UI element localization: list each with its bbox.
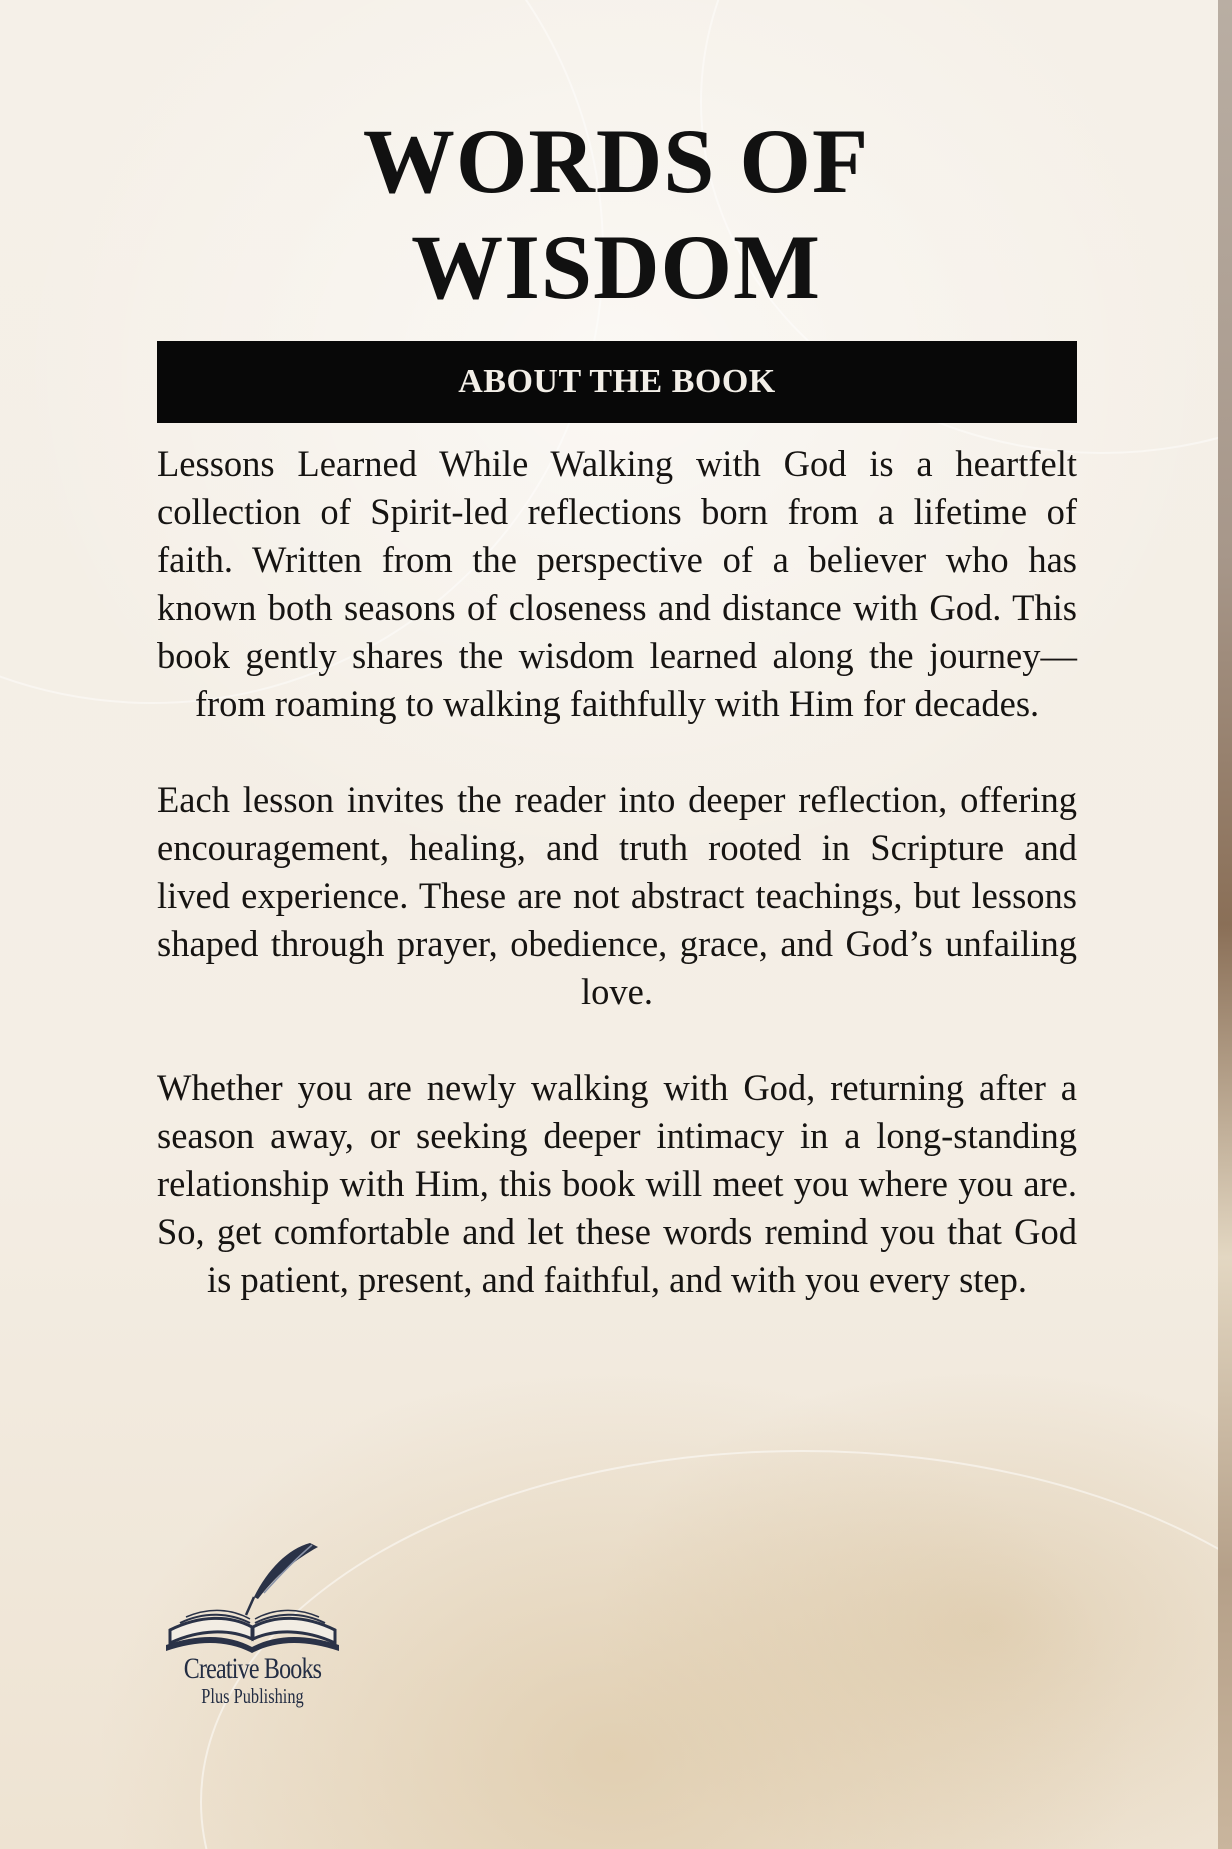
background-swirl (200, 1450, 1232, 1849)
book-title (0, 108, 1232, 320)
description-paragraph-3: Whether you are newly walking with God, returning after a season away, or seeking deeper intimacy in a long-standing relationship with Him, this book will meet you where you are. So, get comfortable and let these words remind you that God is patient, present, and faithful, and with you every step. (157, 1067, 1077, 1300)
book-title-line-2: WISDOM (411, 216, 821, 318)
publisher-name: Creative Books (183, 1652, 322, 1685)
publisher-subname: Plus Publishing (201, 1684, 304, 1708)
description-paragraph-1: Lessons Learned While Walking with God is a heartfelt collection of Spirit-led reflections born from a lifetime of faith. Written from the perspective of a believer who has known both seasons of closeness and distance with God. This book gently shares the wisdom learned along the journey—from roaming to walking faithfully with Him for decades. (157, 443, 1077, 724)
description-paragraph-2: Each lesson invites the reader into deeper reflection, offering encouragement, healing, and truth rooted in Scripture and lived experience. These are not abstract teachings, but lessons shaped through prayer, obedience, grace, and God’s unfailing love. (157, 779, 1077, 1012)
book-description (157, 440, 1077, 1352)
book-title-line-1: WORDS OF (362, 110, 870, 212)
section-banner (157, 341, 1077, 423)
publisher-logo (160, 1535, 345, 1715)
section-banner-label: ABOUT THE BOOK (458, 363, 776, 400)
open-book-quill-icon (160, 1535, 345, 1655)
